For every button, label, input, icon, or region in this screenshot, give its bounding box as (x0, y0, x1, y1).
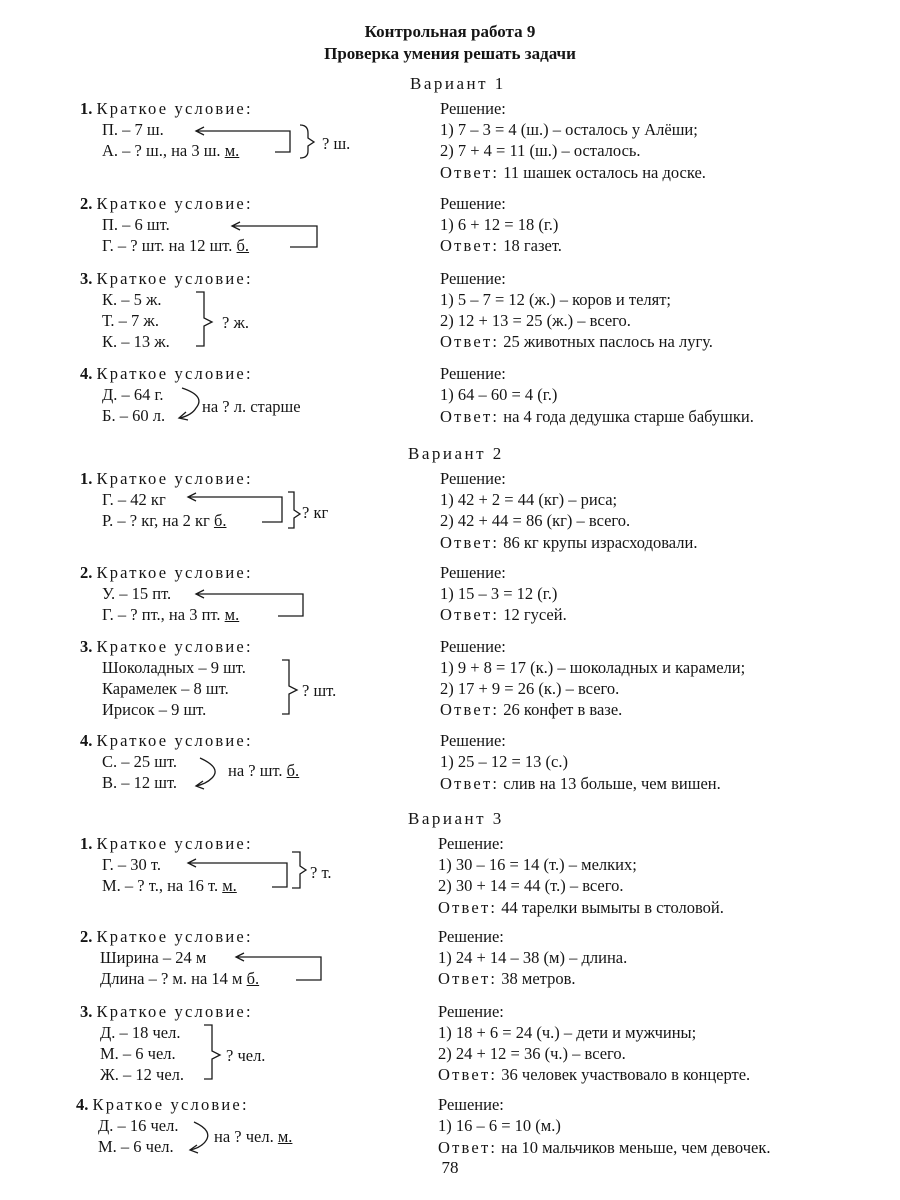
v1t1-arrowhead (196, 127, 204, 135)
v3-task2-cond-line1: Ширина – 24 м (100, 948, 207, 967)
v2-task4-sol-line1: 1) 25 – 12 = 13 (с.) (440, 752, 568, 771)
v2-task2-cond-line2: Г. – ? пт., на 3 пт. м. (102, 605, 240, 624)
v1-task1-answer: Ответ: 11 шашек осталось на доске. (440, 163, 706, 182)
v1-task4-brace-question: на ? л. старше (202, 397, 301, 416)
v2t1-brace (288, 492, 300, 528)
v3-task3-solution-label: Решение: (438, 1002, 504, 1021)
v2-task2-condition-label: 2. Краткое условие: (80, 563, 253, 582)
v3-task4-solution-label: Решение: (438, 1095, 504, 1114)
v1t2-arrowhead (232, 222, 240, 230)
v2-task3-cond-line3: Ирисок – 9 шт. (102, 700, 207, 719)
v2-task4-cond-line1: С. – 25 шт. (102, 752, 178, 771)
v2-task3-answer: Ответ: 26 конфет в вазе. (440, 700, 623, 719)
v3t1-brace (292, 852, 306, 888)
v1-task1-cond-line1: П. – 7 ш. (102, 120, 164, 139)
v1-task2-condition-label: 2. Краткое условие: (80, 194, 253, 213)
v3-task3-cond-line2: М. – 6 чел. (100, 1044, 176, 1063)
v1-task4-cond-line1: Д. – 64 г. (102, 385, 164, 404)
v2-task1-cond-line1: Г. – 42 кг (102, 490, 166, 509)
v1-task3-cond-line1: К. – 5 ж. (102, 290, 162, 309)
v2t1-arrowhead (188, 493, 196, 501)
v1t4-curve (180, 388, 199, 418)
v1-task4-solution-label: Решение: (440, 364, 506, 383)
v3-task2-condition-label: 2. Краткое условие: (80, 927, 253, 946)
v1-task1-cond-line2: А. – ? ш., на 3 ш. м. (102, 141, 240, 160)
v1-task3-solution-label: Решение: (440, 269, 506, 288)
v2-task3-condition-label: 3. Краткое условие: (80, 637, 253, 656)
v1-task4-condition-label: 4. Краткое условие: (80, 364, 253, 383)
v1-task3-cond-line2: Т. – 7 ж. (102, 311, 159, 330)
v2-task3-sol-line2: 2) 17 + 9 = 26 (к.) – всего. (440, 679, 620, 698)
v1-task2-cond-line1: П. – 6 шт. (102, 215, 170, 234)
v1-task3-answer: Ответ: 25 животных паслось на лугу. (440, 332, 713, 351)
v3-task2-sol-line1: 1) 24 + 14 – 38 (м) – длина. (438, 948, 628, 967)
v1-task4-answer: Ответ: на 4 года дедушка старше бабушки. (440, 407, 754, 426)
v1-task3-brace-question: ? ж. (222, 313, 249, 332)
v1-task2-sol-line1: 1) 6 + 12 = 18 (г.) (440, 215, 559, 234)
v3t4-arrowhead (190, 1145, 198, 1153)
v2t2-arrowhead (196, 590, 204, 598)
v3-task3-cond-line3: Ж. – 12 чел. (100, 1065, 185, 1084)
page-title: Контрольная работа 9 (364, 22, 536, 41)
v2-task2-answer: Ответ: 12 гусей. (440, 605, 567, 624)
v1-task1-sol-line1: 1) 7 – 3 = 4 (ш.) – осталось у Алёши; (440, 120, 698, 139)
v1-task2-answer: Ответ: 18 газет. (440, 236, 562, 255)
v3-task1-brace-question: ? т. (310, 863, 332, 882)
v3-task3-sol-line2: 2) 24 + 12 = 36 (ч.) – всего. (438, 1044, 626, 1063)
v2t4-curve (196, 758, 215, 786)
v3-task4-sol-line1: 1) 16 – 6 = 10 (м.) (438, 1116, 561, 1135)
v3-task1-sol-line2: 2) 30 + 14 = 44 (т.) – всего. (438, 876, 624, 895)
v1-task3-condition-label: 3. Краткое условие: (80, 269, 253, 288)
v1-task3-sol-line2: 2) 12 + 13 = 25 (ж.) – всего. (440, 311, 631, 330)
v2-task2-sol-line1: 1) 15 – 3 = 12 (г.) (440, 584, 558, 603)
v1-task1-sol-line2: 2) 7 + 4 = 11 (ш.) – осталось. (440, 141, 641, 160)
v3-task4-cond-line1: Д. – 16 чел. (98, 1116, 179, 1135)
v3-task3-cond-line1: Д. – 18 чел. (100, 1023, 181, 1042)
page-subtitle: Проверка умения решать задачи (324, 44, 576, 63)
v2-task4-cond-line2: В. – 12 шт. (102, 773, 178, 792)
v1-task2-cond-line2: Г. – ? шт. на 12 шт. б. (102, 236, 250, 255)
v2t3-brace (282, 660, 297, 714)
v2-task1-sol-line1: 1) 42 + 2 = 44 (кг) – риса; (440, 490, 618, 509)
v3t1-arrowhead (188, 859, 196, 867)
v3-task4-cond-line2: М. – 6 чел. (98, 1137, 174, 1156)
v2-task1-answer: Ответ: 86 кг крупы израсходовали. (440, 533, 698, 552)
v1-task4-cond-line2: Б. – 60 л. (102, 406, 166, 425)
page-number: 78 (441, 1158, 459, 1177)
variant-2-heading: Вариант 2 (408, 444, 504, 463)
v1-task4-sol-line1: 1) 64 – 60 = 4 (г.) (440, 385, 558, 404)
v2-task4-brace-question: на ? шт. б. (228, 761, 300, 780)
variant-1-heading: Вариант 1 (410, 74, 506, 93)
v3-task1-solution-label: Решение: (438, 834, 504, 853)
v1t4-arrowhead (179, 412, 188, 420)
v3-task4-brace-question: на ? чел. м. (214, 1127, 293, 1146)
v3t4-curve (190, 1122, 208, 1150)
v2-task2-solution-label: Решение: (440, 563, 506, 582)
v3-task1-answer: Ответ: 44 тарелки вымыты в столовой. (438, 898, 724, 917)
v1-task1-solution-label: Решение: (440, 99, 506, 118)
v3-task2-cond-line2: Длина – ? м. на 14 м б. (100, 969, 260, 988)
v2-task1-condition-label: 1. Краткое условие: (80, 469, 253, 488)
v1-task2-solution-label: Решение: (440, 194, 506, 213)
v2-task4-answer: Ответ: слив на 13 больше, чем вишен. (440, 774, 721, 793)
v2-task3-cond-line1: Шоколадных – 9 шт. (102, 658, 246, 677)
v3-task4-condition-label: 4. Краткое условие: (76, 1095, 249, 1114)
v2-task4-solution-label: Решение: (440, 731, 506, 750)
v3-task3-brace-question: ? чел. (226, 1046, 266, 1065)
v3-task1-sol-line1: 1) 30 – 16 = 14 (т.) – мелких; (438, 855, 637, 874)
v2-task2-cond-line1: У. – 15 пт. (102, 584, 172, 603)
v2-task1-solution-label: Решение: (440, 469, 506, 488)
v3-task1-condition-label: 1. Краткое условие: (80, 834, 253, 853)
v2-task1-cond-line2: Р. – ? кг, на 2 кг б. (102, 511, 227, 530)
v2-task3-sol-line1: 1) 9 + 8 = 17 (к.) – шоколадных и карамели; (440, 658, 746, 677)
v2-task1-brace-question: ? кг (302, 503, 329, 522)
v2t4-arrowhead (196, 781, 204, 789)
v3-task3-answer: Ответ: 36 человек участвовало в концерте. (438, 1065, 751, 1084)
v3-task2-solution-label: Решение: (438, 927, 504, 946)
v3-task2-answer: Ответ: 38 метров. (438, 969, 576, 988)
variant-3-heading: Вариант 3 (408, 809, 504, 828)
v2-task3-solution-label: Решение: (440, 637, 506, 656)
v3t2-arrowhead (236, 953, 244, 961)
v3t3-brace (204, 1025, 220, 1079)
v3-task3-condition-label: 3. Краткое условие: (80, 1002, 253, 1021)
v1-task1-brace-question: ? ш. (322, 134, 351, 153)
v2-task4-condition-label: 4. Краткое условие: (80, 731, 253, 750)
v2-task1-sol-line2: 2) 42 + 44 = 86 (кг) – всего. (440, 511, 631, 530)
v3-task1-cond-line2: М. – ? т., на 16 т. м. (102, 876, 237, 895)
v2-task3-brace-question: ? шт. (302, 681, 337, 700)
v3-task3-sol-line1: 1) 18 + 6 = 24 (ч.) – дети и мужчины; (438, 1023, 697, 1042)
v1t3-brace (196, 292, 212, 346)
v2-task3-cond-line2: Карамелек – 8 шт. (102, 679, 229, 698)
v1-task3-sol-line1: 1) 5 – 7 = 12 (ж.) – коров и телят; (440, 290, 672, 309)
v1-task3-cond-line3: К. – 13 ж. (102, 332, 170, 351)
v1-task1-condition-label: 1. Краткое условие: (80, 99, 253, 118)
v3-task4-answer: Ответ: на 10 мальчиков меньше, чем девочек. (438, 1138, 771, 1157)
v3-task1-cond-line1: Г. – 30 т. (102, 855, 162, 874)
v1t1-brace (300, 125, 314, 158)
